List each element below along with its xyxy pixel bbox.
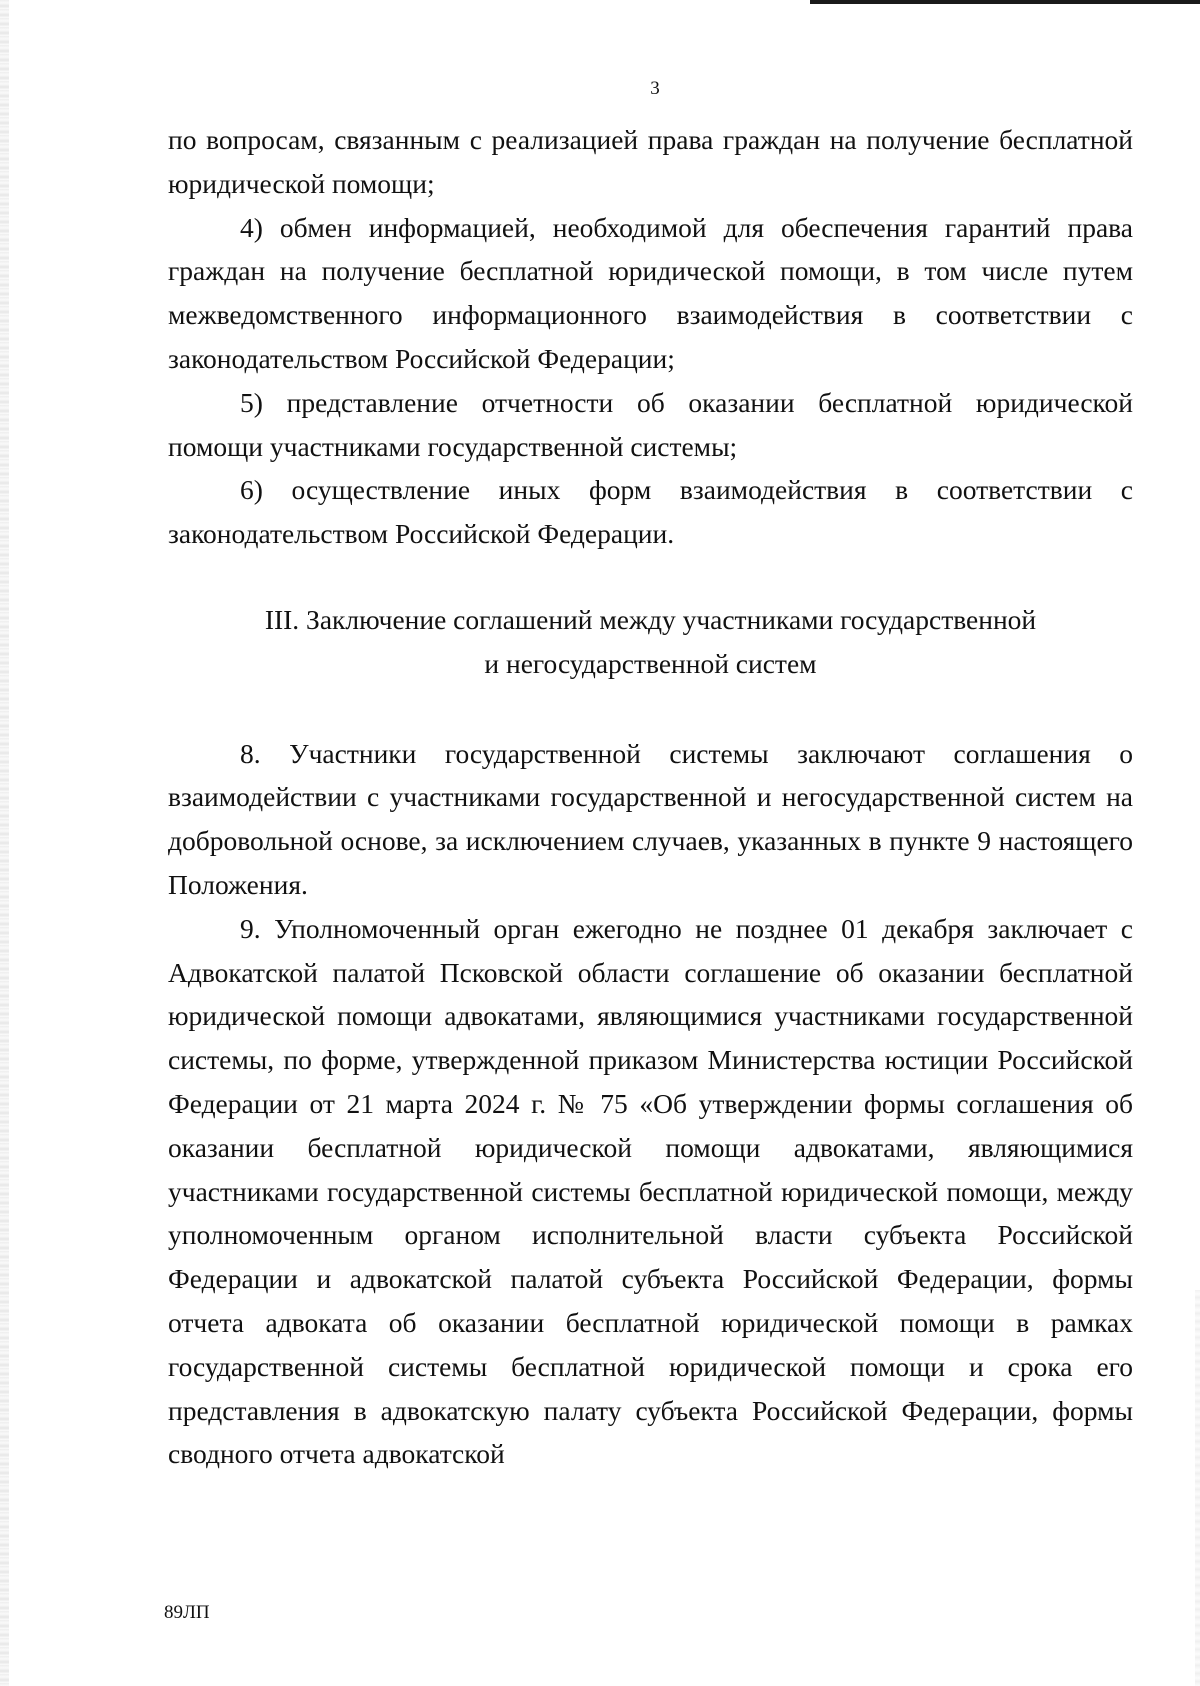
- paragraph-continuation: по вопросам, связанным с реализацией права граждан на получение бесплатной юридической помощи;: [168, 124, 1133, 199]
- scan-edge-left: [0, 0, 9, 1686]
- paragraph-clause-8: 8. Участники государственной системы заключают соглашения о взаимодействии с участниками государственной и негосударственной систем на добровольной основе, за исключением случаев, указанных в пункте 9 настоящего Положения.: [168, 737, 1133, 900]
- footer-document-code: 89ЛП: [164, 1602, 210, 1623]
- paragraph-item-5: 5) представление отчетности об оказании бесплатной юридической помощи участниками государственной системы;: [168, 386, 1133, 462]
- paragraph-item-4: 4) обмен информацией, необходимой для обеспечения гарантий права граждан на получение бесплатной юридической помощи, в том числе путем межведомственного информационного взаимодействия в соответствии с законодательством Российской Федерации;: [168, 211, 1133, 374]
- section-heading-line-2: и негосударственной систем: [484, 647, 817, 679]
- paragraph-item-6: 6) осуществление иных форм взаимодействия в соответствии с законодательством Российской Федерации.: [168, 474, 1133, 550]
- scan-edge-right: [1195, 1290, 1200, 1686]
- paragraph-clause-9: 9. Уполномоченный орган ежегодно не позднее 01 декабря заключает с Адвокатской палатой Псковской области соглашение об оказании бесплатной юридической помощи адвокатами, являющимися участниками государственной системы, по форме, утвержденной приказом Министерства юстиции Российской Федерации от 21 марта 2024 г. № 75 «Об утверждении формы соглашения об оказании бесплатной юридической помощи адвокатами, являющимися участниками государственной системы бесплатной юридической помощи, между уполномоченным органом исполнительной власти субъекта Российской Федерации и адвокатской палатой субъекта Российской Федерации, формы отчета адвоката об оказании бесплатной юридической помощи в рамках государственной системы бесплатной юридической помощи и срока его представления в адвокатскую палату субъекта Российской Федерации, формы сводного отчета адвокатской: [168, 912, 1133, 1470]
- scan-artifact-top-line: [810, 0, 1200, 4]
- page-number: 3: [650, 78, 660, 99]
- section-heading-line-1: III. Заключение соглашений между участниками государственной: [264, 603, 1037, 635]
- document-body: [168, 118, 1133, 1476]
- section-heading: [168, 556, 1133, 732]
